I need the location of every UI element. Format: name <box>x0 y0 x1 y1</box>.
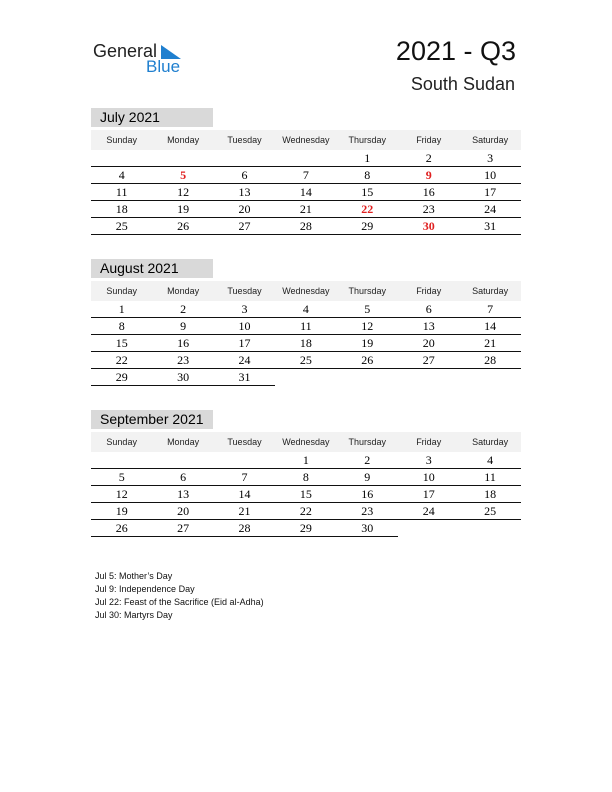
day-cell: 26 <box>177 219 190 233</box>
day-cell: 13 <box>177 487 190 501</box>
day-cell: 29 <box>361 219 374 233</box>
day-cell: 18 <box>484 487 497 501</box>
page-subtitle: South Sudan <box>410 74 515 94</box>
row-divider <box>91 334 521 335</box>
weekday-label: Friday <box>416 437 442 447</box>
weekday-label: Sunday <box>106 286 137 296</box>
day-cell: 22 <box>299 504 312 518</box>
day-cell: 16 <box>361 487 374 501</box>
day-cell: 4 <box>302 302 309 316</box>
day-cell: 1 <box>118 302 125 316</box>
day-cell: 18 <box>115 202 128 216</box>
day-cell: 17 <box>238 336 251 350</box>
day-cell: 8 <box>302 470 309 484</box>
day-cell: 11 <box>300 319 312 333</box>
day-cell: 7 <box>241 470 248 484</box>
day-cell: 10 <box>484 168 497 182</box>
week-row <box>91 218 521 235</box>
day-cell: 16 <box>177 336 190 350</box>
day-cell: 22 <box>115 353 128 367</box>
month-block <box>91 259 521 384</box>
weekday-label: Monday <box>167 437 200 447</box>
week-row <box>91 520 521 537</box>
day-cell: 7 <box>487 302 494 316</box>
day-cell: 12 <box>361 319 374 333</box>
day-cell: 29 <box>115 370 128 384</box>
day-cell: 23 <box>361 504 374 518</box>
day-cell: 12 <box>177 185 190 199</box>
logo-word-general: General <box>93 41 158 61</box>
day-cell: 3 <box>425 453 432 467</box>
row-divider <box>91 217 521 218</box>
day-cell: 21 <box>484 336 497 350</box>
row-divider <box>91 351 521 352</box>
day-cell: 2 <box>425 151 432 165</box>
month-title: September 2021 <box>91 410 213 429</box>
day-cell: 28 <box>299 219 312 233</box>
weekday-label: Thursday <box>348 286 387 296</box>
day-cell: 28 <box>238 521 251 535</box>
day-cell: 10 <box>238 319 251 333</box>
holiday-note: Jul 22: Feast of the Sacrifice (Eid al-Adha) <box>95 597 264 607</box>
day-cell: 18 <box>299 336 312 350</box>
day-cell: 17 <box>422 487 435 501</box>
day-cell: 29 <box>299 521 312 535</box>
day-cell: 31 <box>484 219 497 233</box>
holiday-note: Jul 30: Martyrs Day <box>95 610 173 620</box>
row-divider <box>91 183 521 184</box>
week-row <box>91 469 521 486</box>
weekday-label: Saturday <box>472 135 509 145</box>
day-cell: 24 <box>484 202 497 216</box>
weekday-header-row <box>91 281 521 301</box>
day-cell: 6 <box>180 470 187 484</box>
day-cell: 27 <box>177 521 190 535</box>
row-divider <box>91 385 275 386</box>
day-cell: 15 <box>361 185 374 199</box>
day-cell: 4 <box>487 453 494 467</box>
page-title: 2021 - Q3 <box>395 36 516 66</box>
weekday-label: Tuesday <box>227 437 262 447</box>
day-cell: 25 <box>115 219 128 233</box>
day-cell: 1 <box>302 453 309 467</box>
row-divider <box>91 317 521 318</box>
weekday-label: Wednesday <box>282 135 330 145</box>
holiday-note: Jul 9: Independence Day <box>95 584 195 594</box>
week-row <box>91 301 521 318</box>
week-row <box>91 184 521 201</box>
weekday-label: Thursday <box>348 135 387 145</box>
day-cell: 27 <box>238 219 251 233</box>
day-cell: 26 <box>115 521 128 535</box>
week-row <box>91 352 521 369</box>
day-cell: 2 <box>364 453 371 467</box>
day-cell: 15 <box>299 487 312 501</box>
month-title: August 2021 <box>91 259 213 278</box>
weekday-header-row <box>91 432 521 452</box>
day-cell: 8 <box>118 319 125 333</box>
day-cell: 7 <box>302 168 309 182</box>
day-cell: 14 <box>484 319 497 333</box>
day-cell: 16 <box>422 185 435 199</box>
weekday-label: Thursday <box>348 437 387 447</box>
month-grid <box>91 432 521 537</box>
weekday-label: Wednesday <box>282 437 330 447</box>
day-cell: 22 <box>361 202 374 216</box>
day-cell: 15 <box>115 336 128 350</box>
day-cell: 5 <box>118 470 125 484</box>
weekday-label: Saturday <box>472 286 509 296</box>
week-row <box>91 452 521 469</box>
holiday-notes <box>95 570 264 622</box>
day-cell: 6 <box>241 168 248 182</box>
day-cell: 2 <box>180 302 187 316</box>
day-cell: 20 <box>177 504 190 518</box>
row-divider <box>91 485 521 486</box>
day-cell: 3 <box>487 151 494 165</box>
weekday-label: Monday <box>167 135 200 145</box>
day-cell: 9 <box>425 168 432 182</box>
weekday-label: Sunday <box>106 437 137 447</box>
week-row <box>91 167 521 184</box>
day-cell: 1 <box>364 151 371 165</box>
day-cell: 14 <box>299 185 312 199</box>
weekday-label: Friday <box>416 135 442 145</box>
row-divider <box>91 536 398 537</box>
day-cell: 9 <box>364 470 371 484</box>
weekday-label: Tuesday <box>227 286 262 296</box>
week-row <box>91 201 521 218</box>
row-divider <box>91 166 521 167</box>
day-cell: 5 <box>180 168 187 182</box>
week-row <box>91 486 521 503</box>
day-cell: 19 <box>115 504 128 518</box>
holiday-note: Jul 5: Mother’s Day <box>95 571 173 581</box>
day-cell: 19 <box>177 202 190 216</box>
weekday-label: Monday <box>167 286 200 296</box>
weekday-label: Friday <box>416 286 442 296</box>
day-cell: 8 <box>364 168 371 182</box>
month-block <box>91 108 521 233</box>
day-cell: 30 <box>361 521 374 535</box>
day-cell: 26 <box>361 353 374 367</box>
day-cell: 28 <box>484 353 497 367</box>
week-row <box>91 335 521 352</box>
brand-logo <box>93 40 193 80</box>
day-cell: 19 <box>361 336 374 350</box>
weekday-label: Tuesday <box>227 135 262 145</box>
row-divider <box>91 368 521 369</box>
logo-word-blue: Blue <box>146 57 181 76</box>
day-cell: 14 <box>238 487 251 501</box>
week-row <box>91 369 521 386</box>
month-block <box>91 410 521 535</box>
day-cell: 23 <box>177 353 190 367</box>
day-cell: 21 <box>238 504 251 518</box>
day-cell: 25 <box>299 353 312 367</box>
weekday-label: Saturday <box>472 437 509 447</box>
week-row <box>91 150 521 167</box>
day-cell: 10 <box>422 470 435 484</box>
day-cell: 9 <box>180 319 187 333</box>
day-cell: 24 <box>238 353 251 367</box>
day-cell: 11 <box>484 470 496 484</box>
day-cell: 27 <box>422 353 435 367</box>
day-cell: 3 <box>241 302 248 316</box>
day-cell: 24 <box>422 504 435 518</box>
day-cell: 20 <box>422 336 435 350</box>
month-title: July 2021 <box>91 108 213 127</box>
weekday-header-row <box>91 130 521 150</box>
day-cell: 23 <box>422 202 435 216</box>
day-cell: 5 <box>364 302 371 316</box>
day-cell: 13 <box>422 319 435 333</box>
row-divider <box>91 502 521 503</box>
row-divider <box>91 519 521 520</box>
day-cell: 30 <box>177 370 190 384</box>
week-row <box>91 503 521 520</box>
day-cell: 31 <box>238 370 251 384</box>
day-cell: 17 <box>484 185 497 199</box>
weekday-label: Sunday <box>106 135 137 145</box>
day-cell: 4 <box>118 168 125 182</box>
row-divider <box>91 468 521 469</box>
day-cell: 21 <box>299 202 312 216</box>
day-cell: 20 <box>238 202 251 216</box>
day-cell: 6 <box>425 302 432 316</box>
day-cell: 30 <box>422 219 435 233</box>
month-grid <box>91 281 521 386</box>
month-grid <box>91 130 521 235</box>
row-divider <box>91 200 521 201</box>
row-divider <box>91 234 521 235</box>
day-cell: 12 <box>115 487 128 501</box>
week-row <box>91 318 521 335</box>
weekday-label: Wednesday <box>282 286 330 296</box>
day-cell: 13 <box>238 185 251 199</box>
day-cell: 11 <box>115 185 128 199</box>
day-cell: 25 <box>484 504 497 518</box>
